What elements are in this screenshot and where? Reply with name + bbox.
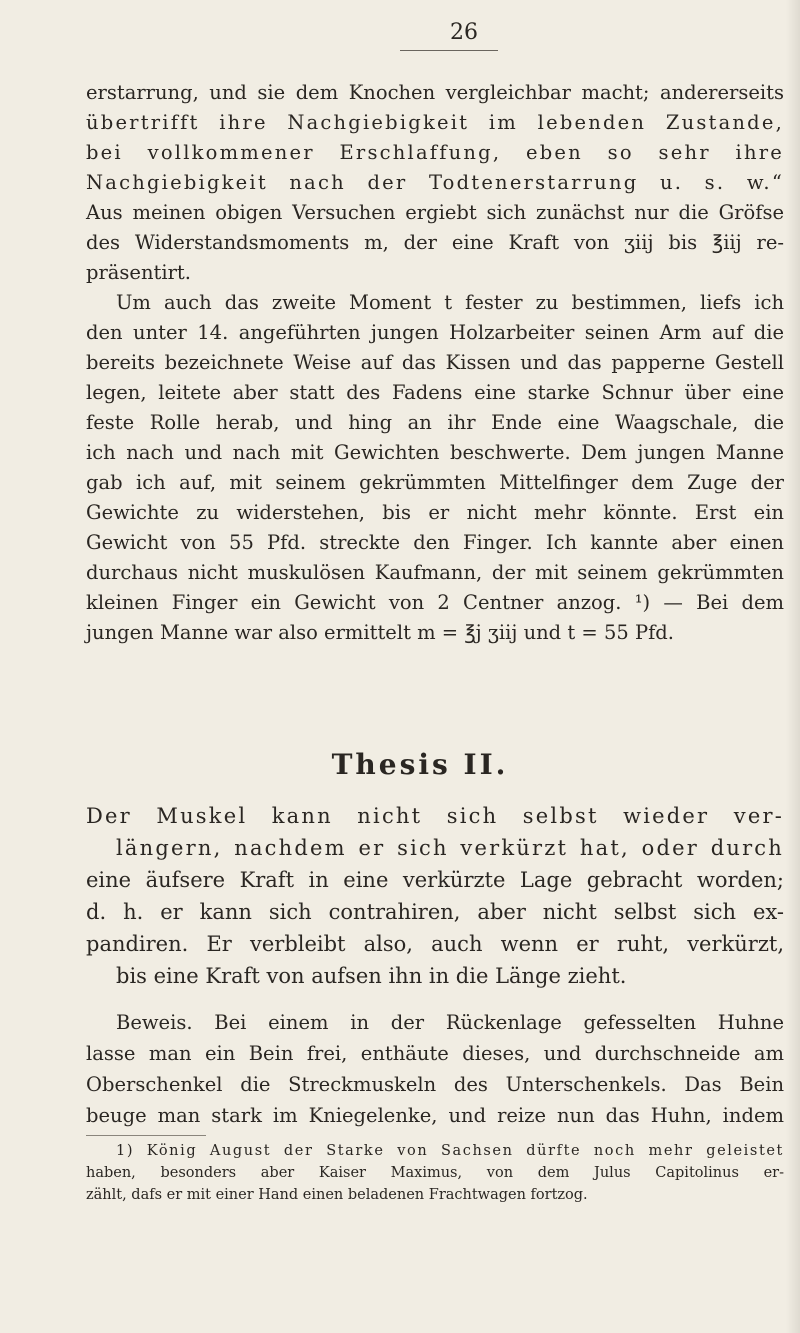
text-line: lasse man ein Bein frei, enthäute dieses, und durchschneide am [86,1042,784,1065]
footnote-rule [86,1135,206,1136]
text-line: bereits bezeichnete Weise auf das Kissen und das papperne Gestell [86,351,784,374]
text-line: kleinen Finger ein Gewicht von 2 Centner anzog. ¹) — Bei dem [86,591,784,614]
footnote [86,1140,784,1206]
text-line: Gewichte zu widerstehen, bis er nicht mehr könnte. Erst ein [86,501,784,524]
text-line: ich nach und nach mit Gewichten beschwerte. Dem jungen Manne [86,441,784,464]
main-text [86,78,784,648]
footnote-line: zählt, dafs er mit einer Hand einen beladenen Frachtwagen fortzog. [86,1187,588,1203]
text-line: übertrifft ihre Nachgiebigkeit im lebenden Zustande, [86,111,784,134]
page-number-rule [400,50,498,51]
page-edge-shadow [786,0,800,1333]
text-line: feste Rolle herab, und hing an ihr Ende eine Waagschale, die [86,411,784,434]
text-line: Der Muskel kann nicht sich selbst wieder ver- [86,804,784,828]
text-line: jungen Manne war also ermittelt m = ℥j ʒiij und t = 55 Pfd. [86,621,674,644]
text-line: pandiren. Er verbleibt also, auch wenn er ruht, verkürzt, [86,932,784,956]
text-line: Beweis. Bei einem in der Rückenlage gefesselten Huhne [116,1011,784,1034]
footnote-line: 1) König August der Starke von Sachsen dürfte noch mehr geleistet [116,1143,784,1159]
text-line: beuge man stark im Kniegelenke, und reize nun das Huhn, indem [86,1104,784,1127]
proof-text [86,1007,784,1131]
text-line: den unter 14. angeführten jungen Holzarbeiter seinen Arm auf die [86,321,784,344]
text-line: Oberschenkel die Streckmuskeln des Unterschenkels. Das Bein [86,1073,784,1096]
text-line: gab ich auf, mit seinem gekrümmten Mittelfinger dem Zuge der [86,471,784,494]
text-line: erstarrung, und sie dem Knochen vergleichbar macht; andererseits [86,81,784,104]
text-line: präsentirt. [86,261,191,284]
footnote-line: haben, besonders aber Kaiser Maximus, von dem Julus Capitolinus er- [86,1165,784,1181]
thesis-text [86,800,784,992]
text-line: eine äufsere Kraft in eine verkürzte Lage gebracht worden; [86,868,784,892]
section-heading: Thesis II. [331,748,509,781]
text-line: durchaus nicht muskulösen Kaufmann, der mit seinem gekrümmten [86,561,784,584]
text-line: bis eine Kraft von aufsen ihn in die Länge zieht. [116,964,627,988]
text-line: Gewicht von 55 Pfd. streckte den Finger. Ich kannte aber einen [86,531,784,554]
paragraph [86,288,784,648]
paragraph [86,78,784,288]
text-line: längern, nachdem er sich verkürzt hat, oder durch [116,836,784,860]
text-line: des Widerstandsmoments m, der eine Kraft von ʒiij bis ℥iij re- [86,231,784,254]
text-line: d. h. er kann sich contrahiren, aber nicht selbst sich ex- [86,900,784,924]
page-number: 26 [450,20,478,45]
text-line: Um auch das zweite Moment t fester zu bestimmen, liefs ich [116,291,784,314]
text-line: Nachgiebigkeit nach der Todtenerstarrung u. s. w.“ [86,171,784,194]
text-line: Aus meinen obigen Versuchen ergiebt sich zunächst nur die Gröfse [86,201,784,224]
text-line: bei vollkommener Erschlaffung, eben so sehr ihre [86,141,784,164]
text-line: legen, leitete aber statt des Fadens eine starke Schnur über eine [86,381,784,404]
